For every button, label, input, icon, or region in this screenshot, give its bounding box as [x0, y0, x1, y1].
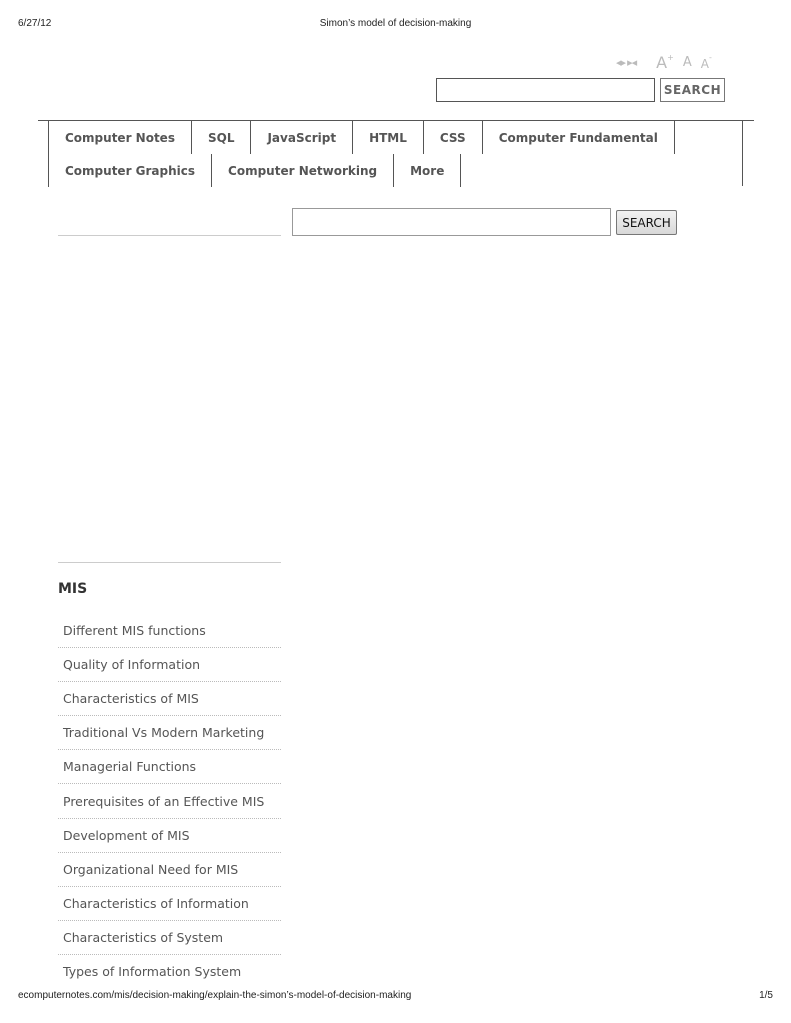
sidebar-item[interactable]: Different MIS functions: [58, 614, 281, 648]
print-page-number: 1/5: [759, 990, 773, 1001]
sidebar-item[interactable]: Development of MIS: [58, 819, 281, 853]
nav-item-sql[interactable]: SQL: [191, 121, 251, 154]
sidebar-item[interactable]: Characteristics of Information: [58, 887, 281, 921]
sidebar-item[interactable]: Prerequisites of an Effective MIS: [58, 784, 281, 818]
nav-item-html[interactable]: HTML: [352, 121, 423, 154]
divider-top: [58, 235, 281, 236]
nav-item-computer-networking[interactable]: Computer Networking: [211, 154, 393, 187]
nav-item-css[interactable]: CSS: [423, 121, 482, 154]
sidebar-item[interactable]: Quality of Information: [58, 648, 281, 682]
main-search-input[interactable]: [292, 208, 611, 236]
nav-item-more[interactable]: More: [393, 154, 461, 187]
sidebar-title: MIS: [58, 581, 88, 597]
nav-right-border: [742, 120, 743, 186]
nav-item-computer-notes[interactable]: Computer Notes: [48, 121, 191, 154]
nav-item-computer-fundamental[interactable]: Computer Fundamental: [482, 121, 675, 154]
font-increase-label: A: [656, 52, 668, 72]
main-search-button[interactable]: SEARCH: [616, 210, 677, 235]
sidebar-item[interactable]: Types of Information System: [63, 964, 242, 980]
layout-arrows-icon[interactable]: ◂▸ ▸◂: [616, 56, 637, 69]
sidebar-list: [58, 614, 281, 989]
top-search-input[interactable]: [436, 78, 655, 102]
nav-item-javascript[interactable]: JavaScript: [250, 121, 352, 154]
nav-row-2: [48, 154, 461, 187]
top-search-button[interactable]: SEARCH: [660, 78, 725, 102]
nav-item-computer-graphics[interactable]: Computer Graphics: [48, 154, 211, 187]
sidebar-item[interactable]: Characteristics of MIS: [58, 682, 281, 716]
font-reset-icon[interactable]: A: [682, 54, 692, 70]
font-increase-icon[interactable]: [656, 53, 674, 72]
font-increase-sup: +: [667, 52, 674, 62]
font-decrease-sup: -: [708, 53, 712, 62]
divider-sidebar: [58, 562, 281, 563]
sidebar-item[interactable]: Organizational Need for MIS: [58, 853, 281, 887]
print-url: ecomputernotes.com/mis/decision-making/explain-the-simon’s-model-of-decision-making: [18, 990, 412, 1001]
font-decrease-icon[interactable]: [701, 53, 712, 71]
nav-row-1: [48, 121, 675, 154]
sidebar-item[interactable]: Traditional Vs Modern Marketing: [58, 716, 281, 750]
sidebar-item[interactable]: Characteristics of System: [58, 921, 281, 955]
sidebar-item[interactable]: Managerial Functions: [58, 750, 281, 784]
print-date: 6/27/12: [18, 18, 52, 29]
print-page-title: Simon’s model of decision-making: [319, 18, 472, 29]
toolbar: [616, 52, 721, 72]
font-decrease-label: A: [700, 57, 709, 71]
